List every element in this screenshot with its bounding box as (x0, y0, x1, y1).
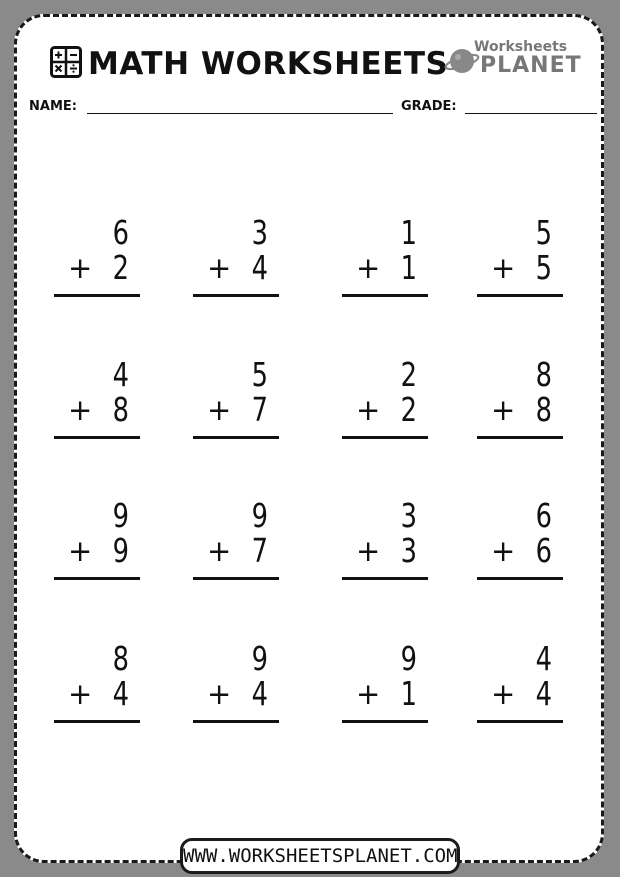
addition-problem (54, 215, 144, 305)
name-label: NAME: (29, 99, 77, 114)
addition-problem (477, 498, 567, 588)
plus-sign: + (68, 393, 93, 427)
plus-sign: + (68, 677, 93, 711)
logo-text-bottom: PLANET (480, 53, 582, 78)
plus-sign: + (356, 251, 381, 285)
logo-text-top: Worksheets (474, 39, 568, 55)
plus-sign: + (356, 534, 381, 568)
answer-line[interactable] (193, 577, 279, 580)
addend-bottom: 2 (112, 248, 129, 287)
addition-problem (193, 215, 283, 305)
addend-top: 8 (535, 355, 552, 394)
plus-sign: + (207, 677, 232, 711)
addition-problem (54, 357, 144, 447)
plus-sign: + (68, 534, 93, 568)
addition-problem (477, 215, 567, 305)
addition-problem (342, 498, 432, 588)
answer-line[interactable] (54, 436, 140, 439)
worksheet-header (34, 39, 594, 86)
addition-problem (477, 357, 567, 447)
addend-top: 9 (251, 496, 268, 535)
answer-line[interactable] (342, 294, 428, 297)
plus-sign: + (491, 677, 516, 711)
addend-top: 5 (251, 355, 268, 394)
answer-line[interactable] (477, 577, 563, 580)
addend-top: 2 (400, 355, 417, 394)
student-fields (29, 96, 599, 120)
addend-top: 9 (400, 639, 417, 678)
addend-bottom: 8 (535, 390, 552, 429)
grade-label: GRADE: (401, 99, 457, 114)
plus-sign: + (356, 677, 381, 711)
addend-top: 6 (535, 496, 552, 535)
addend-bottom: 8 (112, 390, 129, 429)
addend-top: 3 (251, 213, 268, 252)
answer-line[interactable] (342, 577, 428, 580)
footer-url: WWW.WORKSHEETSPLANET.COM (180, 838, 460, 874)
plus-sign: + (491, 393, 516, 427)
plus-sign: + (207, 534, 232, 568)
addition-problem (193, 498, 283, 588)
addend-top: 3 (400, 496, 417, 535)
addition-problem (54, 498, 144, 588)
answer-line[interactable] (193, 294, 279, 297)
addend-top: 9 (112, 496, 129, 535)
addend-top: 5 (535, 213, 552, 252)
addition-problem (54, 641, 144, 731)
addition-problem (342, 215, 432, 305)
addend-top: 4 (112, 355, 129, 394)
grade-line[interactable] (465, 113, 597, 114)
page-title: MATH WORKSHEETS (88, 46, 449, 82)
worksheets-planet-logo (444, 39, 584, 85)
addend-bottom: 2 (400, 390, 417, 429)
addend-bottom: 3 (400, 531, 417, 570)
addition-problem (193, 641, 283, 731)
plus-sign: + (491, 251, 516, 285)
addend-top: 6 (112, 213, 129, 252)
addend-bottom: 1 (400, 248, 417, 287)
addend-bottom: 4 (251, 248, 268, 287)
plus-sign: + (207, 251, 232, 285)
answer-line[interactable] (477, 436, 563, 439)
addend-bottom: 5 (535, 248, 552, 287)
addend-bottom: 4 (251, 674, 268, 713)
addend-top: 4 (535, 639, 552, 678)
name-line[interactable] (87, 113, 393, 114)
addition-problem (477, 641, 567, 731)
answer-line[interactable] (193, 720, 279, 723)
plus-sign: + (207, 393, 232, 427)
addend-top: 9 (251, 639, 268, 678)
answer-line[interactable] (342, 720, 428, 723)
addend-bottom: 7 (251, 531, 268, 570)
addend-bottom: 4 (535, 674, 552, 713)
calculator-icon (50, 46, 82, 78)
addend-bottom: 6 (535, 531, 552, 570)
addition-problem (193, 357, 283, 447)
answer-line[interactable] (342, 436, 428, 439)
addition-problem (342, 357, 432, 447)
addend-top: 8 (112, 639, 129, 678)
plus-sign: + (68, 251, 93, 285)
addend-bottom: 1 (400, 674, 417, 713)
plus-sign: + (356, 393, 381, 427)
answer-line[interactable] (54, 577, 140, 580)
addend-bottom: 4 (112, 674, 129, 713)
addend-top: 1 (400, 213, 417, 252)
addend-bottom: 7 (251, 390, 268, 429)
addend-bottom: 9 (112, 531, 129, 570)
answer-line[interactable] (477, 720, 563, 723)
answer-line[interactable] (477, 294, 563, 297)
plus-sign: + (491, 534, 516, 568)
answer-line[interactable] (54, 720, 140, 723)
answer-line[interactable] (54, 294, 140, 297)
addition-problem (342, 641, 432, 731)
answer-line[interactable] (193, 436, 279, 439)
